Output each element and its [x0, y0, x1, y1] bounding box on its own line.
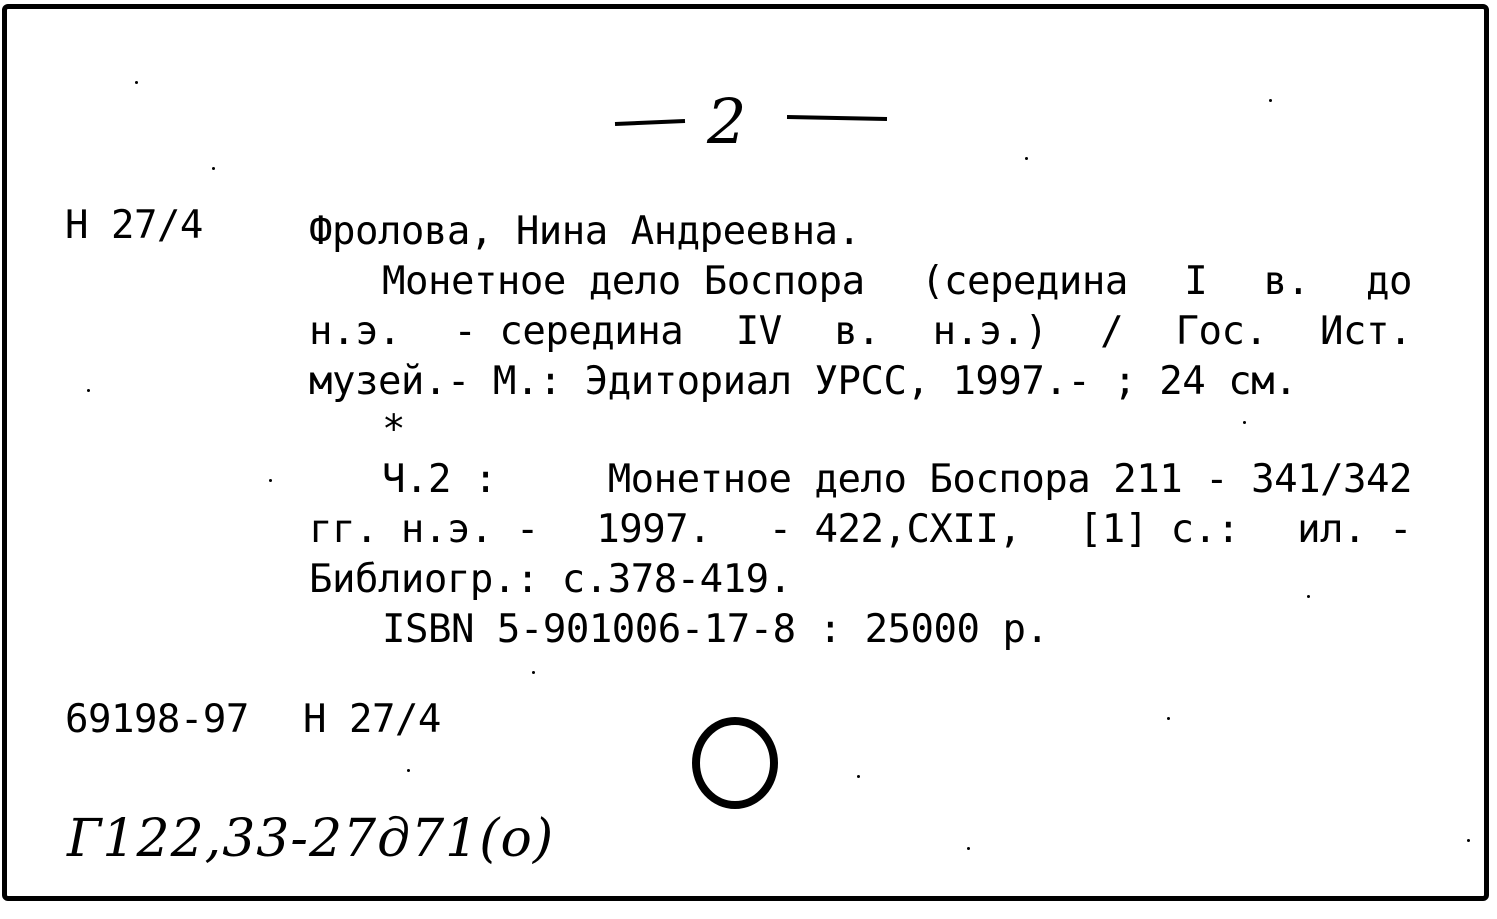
title-segment: (середина [921, 259, 1128, 304]
scan-speck [269, 479, 272, 482]
title-line-2 [309, 307, 1412, 357]
scan-speck [857, 775, 860, 778]
part-segment: 1997. [596, 507, 712, 552]
scan-speck [967, 847, 970, 850]
scan-speck [87, 389, 90, 392]
title-segment: Гос. [1175, 309, 1268, 354]
handwritten-classification: Г122,33-27д71(о) [67, 809, 555, 869]
page-number [607, 85, 897, 159]
imprint-line: музей.- М.: Эдиториал УРСС, 1997.- ; 24 см. [309, 359, 1298, 404]
asterisk-separator: * [382, 407, 405, 452]
title-segment: - середина [453, 309, 684, 354]
bibliography-line: Библиогр.: с.378-419. [309, 557, 792, 602]
scan-speck [135, 81, 138, 84]
title-segment: в. [834, 309, 881, 354]
scan-speck [1167, 717, 1170, 720]
scan-speck [212, 167, 215, 170]
title-segment: до [1366, 259, 1412, 304]
scan-speck [1467, 839, 1470, 842]
title-segment: н.э.) [932, 309, 1048, 354]
part-line-2 [309, 505, 1412, 555]
title-segment: Ист. [1319, 309, 1412, 354]
scan-speck [1269, 99, 1272, 102]
title-segment: в. [1263, 259, 1310, 304]
scan-speck [1243, 421, 1246, 424]
call-number-bottom: Н 27/4 [303, 697, 441, 742]
part-segment: [1] с.: [1078, 507, 1240, 552]
title-segment: / [1100, 309, 1124, 354]
scan-speck [1307, 595, 1310, 598]
author-heading: Фролова, Нина Андреевна. [309, 209, 861, 254]
title-line-1 [382, 257, 1412, 307]
scan-speck [407, 769, 410, 772]
isbn-line: ISBN 5-901006-17-8 : 25000 р. [382, 607, 1049, 652]
part-line-1 [382, 455, 1412, 505]
title-segment: IV [735, 309, 782, 354]
part-segment: Монетное дело Боспора 211 - 341/342 [607, 457, 1412, 502]
inventory-number: 69198-97 [65, 697, 249, 742]
call-number: Н 27/4 [65, 203, 203, 248]
title-segment: Монетное дело Боспора [382, 259, 865, 304]
catalog-card [2, 4, 1489, 901]
punch-hole-icon [687, 711, 787, 811]
part-segment: ил. - [1297, 507, 1412, 552]
scan-speck [1025, 157, 1028, 160]
page-number-text: 2 [707, 85, 747, 158]
title-segment: н.э. [309, 309, 401, 354]
scan-speck [532, 671, 535, 674]
part-segment: Ч.2 : [382, 457, 497, 502]
part-segment: - 422,CXII, [768, 507, 1022, 552]
page-number-dashes [607, 89, 897, 159]
part-segment: гг. н.э. - [309, 507, 539, 552]
title-segment: I [1184, 259, 1208, 304]
